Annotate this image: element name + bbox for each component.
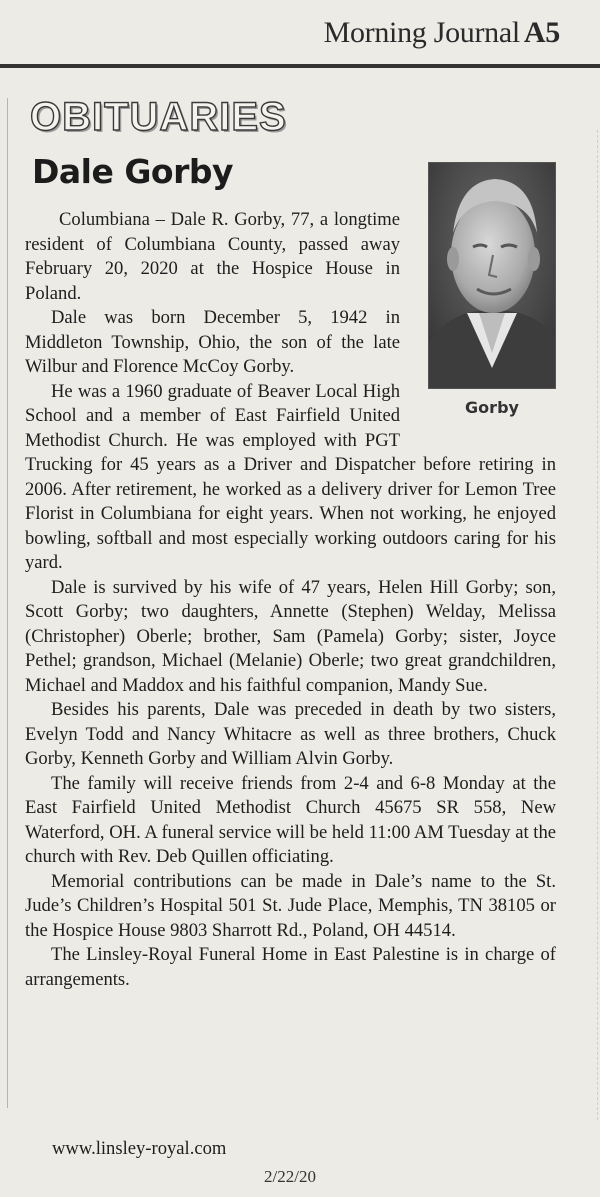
publication-date: 2/22/20	[264, 1167, 316, 1186]
page-number: A5	[523, 16, 560, 49]
masthead	[324, 16, 560, 50]
column-left-rule	[7, 98, 8, 1108]
photo-wrap-spacer	[406, 208, 556, 434]
paragraph-8: The Linsley-Royal Funeral Home in East Palestine is in charge of arrangements.	[25, 944, 556, 990]
paragraph-1: Columbiana – Dale R. Gorby, 77, a longtime resident of Columbiana County, passed away February 20, 2020 at the Hospice House in Poland.	[25, 209, 400, 304]
paragraph-2: Dale was born December 5, 1942 in Middleton Township, Ohio, the son of the late Wilbur and Florence McCoy Gorby.	[25, 307, 400, 377]
obituary-body	[25, 208, 556, 992]
obituary-name: Dale Gorby	[32, 152, 234, 191]
photo-caption: Gorby	[465, 398, 519, 417]
paragraph-5: Besides his parents, Dale was preceded in death by two sisters, Evelyn Todd and Nancy Whitacre as well as three brothers, Chuck Gorby, Kenneth Gorby and William Alvin Gorby.	[25, 699, 556, 769]
paragraph-3: He was a 1960 graduate of Beaver Local High School and a member of East Fairfield United Methodist Church. He was employed with PGT Trucking for 45 years as a Driver and Dispatcher before retiring in 2006. After retirement, he worked as a delivery driver for Lemon Tree Florist in Columbiana for eight years. When not working, he enjoyed bowling, softball and most especially working outdoors caring for his yard.	[25, 380, 556, 573]
section-title: OBITUARIES	[30, 95, 287, 139]
funeral-home-website: www.linsley-royal.com	[52, 1138, 227, 1159]
paragraph-4: Dale is survived by his wife of 47 years, Helen Hill Gorby; son, Scott Gorby; two daughters, Annette (Stephen) Welday, Melissa (Christopher) Oberle; brother, Sam (Pamela) Gorby; sister, Joyce Pethel; grandson, Michael (Melanie) Oberle; two great grandchildren, Michael and Maddox and his faithful companion, Mandy Sue.	[25, 576, 556, 696]
column-right-rule	[597, 130, 598, 1120]
publication-name: Morning Journal	[323, 16, 520, 49]
paragraph-6: The family will receive friends from 2-4 and 6-8 Monday at the East Fairfield United Methodist Church 45675 SR 558, New Waterford, OH. A funeral service will be held 11:00 AM Tuesday at the church with Rev. Deb Quillen officiating.	[25, 772, 556, 867]
paragraph-7: Memorial contributions can be made in Dale’s name to the St. Jude’s Children’s Hospital 501 St. Jude Place, Memphis, TN 38105 or the Hospice House 9803 Sharrott Rd., Poland, OH 44514.	[25, 870, 556, 941]
masthead-rule	[0, 64, 600, 68]
